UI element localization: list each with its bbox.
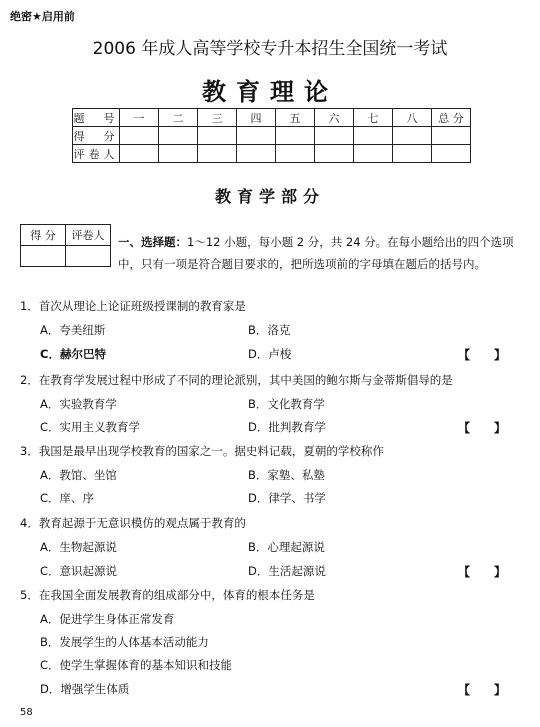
row-label-score: 得 分 bbox=[73, 127, 120, 145]
question-2-answer-bracket: 【 】 bbox=[458, 421, 507, 435]
question-4-stem: 4．教育起源于无意识模仿的观点属于教育的 bbox=[20, 516, 246, 530]
score-table-score-row bbox=[73, 127, 471, 145]
column-header-total: 总 分 bbox=[432, 109, 471, 127]
question-2-option-c: C．实用主义教育学 bbox=[40, 420, 141, 434]
column-header: 七 bbox=[354, 109, 393, 127]
grader-cell bbox=[393, 145, 432, 163]
question-1-stem: 1．首次从理论上论证班级授课制的教育家是 bbox=[20, 299, 246, 313]
column-header: 一 bbox=[120, 109, 159, 127]
question-1-answer-bracket: 【 】 bbox=[458, 348, 507, 362]
question-1-option-a: A．夸美纽斯 bbox=[40, 323, 106, 337]
column-header: 三 bbox=[198, 109, 237, 127]
column-header: 四 bbox=[237, 109, 276, 127]
page-number: 58 bbox=[20, 707, 33, 718]
question-4-option-b: B．心理起源说 bbox=[248, 540, 325, 554]
grader-cell bbox=[354, 145, 393, 163]
question-2-stem: 2．在教育学发展过程中形成了不同的理论派别，其中美国的鲍尔斯与金蒂斯倡导的是 bbox=[20, 373, 453, 387]
grader-cell bbox=[315, 145, 354, 163]
column-header: 二 bbox=[159, 109, 198, 127]
score-cell bbox=[159, 127, 198, 145]
grader-cell bbox=[432, 145, 471, 163]
score-table-grader-row bbox=[73, 145, 471, 163]
score-cell bbox=[120, 127, 159, 145]
section-score-cell bbox=[21, 246, 66, 267]
section-instruction bbox=[118, 232, 522, 275]
question-1-option-c: C．赫尔巴特 bbox=[40, 347, 106, 361]
question-5-option-d: D．增强学生体质 bbox=[40, 682, 130, 696]
question-3-option-b: B．家塾、私塾 bbox=[248, 468, 325, 482]
section-score-table bbox=[20, 224, 111, 267]
section-grader-label: 评卷人 bbox=[66, 225, 111, 246]
score-cell bbox=[198, 127, 237, 145]
row-label-question-number: 题 号 bbox=[73, 109, 120, 127]
score-table-header-row bbox=[73, 109, 471, 127]
section-grader-cell bbox=[66, 246, 111, 267]
grader-cell bbox=[120, 145, 159, 163]
part-title: 教育学部分 bbox=[214, 187, 325, 206]
column-header: 五 bbox=[276, 109, 315, 127]
subject-title: 教育理论 bbox=[202, 78, 338, 106]
question-5-option-b: B．发展学生的人体基本活动能力 bbox=[40, 635, 209, 649]
exam-title: 2006 年成人高等学校专升本招生全国统一考试 bbox=[92, 39, 448, 59]
question-4-option-a: A．生物起源说 bbox=[40, 540, 117, 554]
score-cell bbox=[432, 127, 471, 145]
question-2-option-d: D．批判教育学 bbox=[248, 420, 326, 434]
confidential-mark: 绝密★启用前 bbox=[10, 10, 75, 23]
question-3-stem: 3．我国是最早出现学校教育的国家之一。据史料记载，夏朝的学校称作 bbox=[20, 444, 384, 458]
column-header: 八 bbox=[393, 109, 432, 127]
question-3-option-c: C．庠、序 bbox=[40, 491, 95, 505]
instruction-text: 1～12 小题，每小题 2 分，共 24 分。在每小题给出的四个选项中，只有一项是符合题目要求的，把所选项前的字母填在题后的括号内。 bbox=[118, 235, 514, 271]
question-1-option-d: D．卢梭 bbox=[248, 347, 292, 361]
question-1-option-b: B．洛克 bbox=[248, 323, 291, 337]
question-5-option-c: C．使学生掌握体育的基本知识和技能 bbox=[40, 658, 233, 672]
question-5-option-a: A．促进学生身体正常发育 bbox=[40, 612, 175, 626]
question-4-answer-bracket: 【 】 bbox=[458, 565, 507, 579]
score-cell bbox=[354, 127, 393, 145]
score-cell bbox=[276, 127, 315, 145]
question-2-option-a: A．实验教育学 bbox=[40, 397, 117, 411]
row-label-grader: 评卷人 bbox=[73, 145, 120, 163]
section-heading: 一、选择题： bbox=[118, 235, 187, 249]
section-score-label: 得 分 bbox=[21, 225, 66, 246]
score-cell bbox=[315, 127, 354, 145]
question-3-option-a: A．教馆、坐馆 bbox=[40, 468, 117, 482]
grader-cell bbox=[237, 145, 276, 163]
question-3-option-d: D．律学、书学 bbox=[248, 491, 326, 505]
question-5-stem: 5．在我国全面发展教育的组成部分中，体育的根本任务是 bbox=[20, 588, 315, 602]
question-2-option-b: B．文化教育学 bbox=[248, 397, 325, 411]
score-cell bbox=[393, 127, 432, 145]
question-5-answer-bracket: 【 】 bbox=[458, 683, 507, 697]
question-4-option-c: C．意识起源说 bbox=[40, 564, 118, 578]
score-cell bbox=[237, 127, 276, 145]
grader-cell bbox=[198, 145, 237, 163]
grader-cell bbox=[276, 145, 315, 163]
score-table bbox=[72, 108, 471, 163]
grader-cell bbox=[159, 145, 198, 163]
question-4-option-d: D．生活起源说 bbox=[248, 564, 326, 578]
column-header: 六 bbox=[315, 109, 354, 127]
